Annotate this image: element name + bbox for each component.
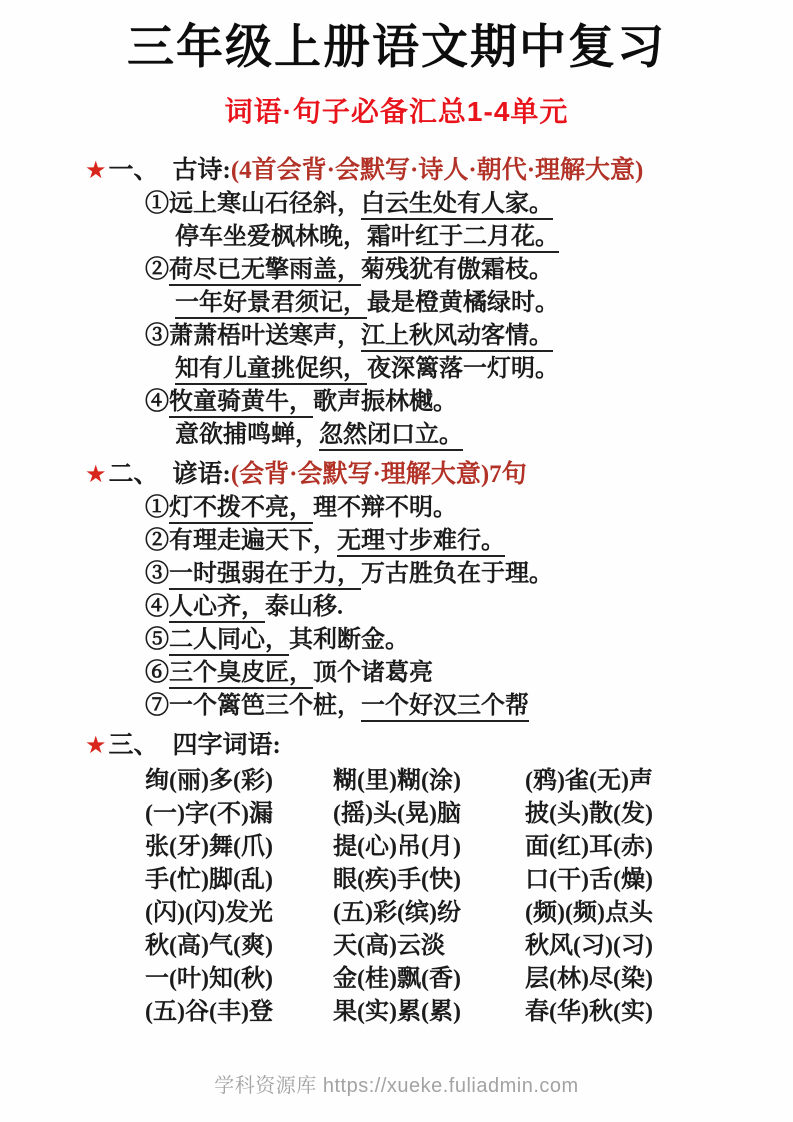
word-item: 秋(高)气(爽) — [145, 933, 273, 960]
plain-text: 泰山移. — [265, 594, 343, 621]
word-item: (五)彩(缤)纷 — [333, 900, 461, 927]
poem-lines — [85, 188, 763, 452]
plain-text: ⑥ — [145, 660, 169, 687]
word-item: 口(干)舌(燥) — [525, 867, 653, 894]
page-subtitle: 词语·句子必备汇总1-4单元 — [224, 96, 569, 128]
section-poems — [85, 154, 763, 452]
word-item: (闪)(闪)发光 — [145, 900, 273, 927]
plain-text: ②有理走遍天下， — [145, 528, 337, 555]
text-line — [85, 492, 763, 525]
underlined-text: 一时强弱在于力， — [169, 561, 361, 590]
underlined-text: 一个好汉三个帮 — [361, 693, 529, 722]
plain-text: 其利断金。 — [289, 627, 409, 654]
star-icon: ★ — [85, 462, 107, 489]
word-item: 天(高)云淡 — [333, 933, 445, 960]
section-proverbs — [85, 458, 763, 723]
underlined-text: 无理寸步难行。 — [337, 528, 505, 557]
section-header-poems — [85, 154, 763, 188]
section-title: 谚语: — [172, 461, 231, 489]
word-item: 面(红)耳(赤) — [525, 834, 653, 861]
word-item: (鸦)雀(无)声 — [525, 768, 653, 795]
word-item: 果(实)累(累) — [333, 999, 461, 1026]
section-header-proverbs — [85, 458, 763, 492]
plain-text: ① — [145, 495, 169, 522]
word-item: 绚(丽)多(彩) — [145, 768, 273, 795]
word-item: 眼(疾)手(快) — [333, 867, 461, 894]
text-line — [85, 386, 763, 419]
section-note: (会背·会默写·理解大意)7句 — [230, 461, 527, 489]
section-title: 古诗: — [172, 157, 231, 185]
word-item: (摇)头(晃)脑 — [333, 801, 461, 828]
proverb-lines — [85, 492, 763, 723]
text-line — [85, 353, 763, 386]
page-title: 三年级上册语文期中复习 — [127, 20, 666, 73]
text-line — [85, 188, 763, 221]
word-item: (一)字(不)漏 — [145, 801, 273, 828]
underlined-text: 牧童骑黄牛， — [169, 389, 313, 418]
text-line — [85, 657, 763, 690]
section-number: 三、 — [108, 732, 159, 760]
plain-text: ④ — [145, 594, 169, 621]
plain-text: ①远上寒山石径斜， — [145, 191, 361, 218]
underlined-text: 知有儿童挑促织， — [175, 356, 367, 385]
section-note: (4首会背·会默写·诗人·朝代·理解大意) — [230, 157, 644, 185]
text-line — [85, 591, 763, 624]
underlined-text: 二人同心， — [169, 627, 289, 656]
plain-text: 菊残犹有傲霜枝。 — [361, 257, 553, 284]
plain-text: ④ — [145, 389, 169, 416]
word-item: 层(林)尽(染) — [525, 966, 653, 993]
word-item: (五)谷(丰)登 — [145, 999, 273, 1026]
underlined-text: 荷尽已无擎雨盖， — [169, 257, 361, 286]
plain-text: ⑦一个篱笆三个桩， — [145, 693, 361, 720]
text-line — [85, 558, 763, 591]
text-line — [85, 287, 763, 320]
section-title: 四字词语: — [172, 732, 281, 760]
footer-watermark: 学科资源库 https://xueke.fuliadmin.com — [214, 1075, 579, 1097]
plain-text: ② — [145, 257, 169, 284]
plain-text: 停车坐爱枫林晚， — [175, 224, 367, 251]
text-line — [85, 254, 763, 287]
plain-text: 意欲捕鸣蝉， — [175, 422, 319, 449]
text-line — [85, 419, 763, 452]
underlined-text: 灯不拨不亮， — [169, 495, 313, 524]
word-item: 手(忙)脚(乱) — [145, 867, 273, 894]
underlined-text: 三个臭皮匠， — [169, 660, 313, 689]
text-line — [85, 320, 763, 353]
text-line — [85, 221, 763, 254]
plain-text: 理不辩不明。 — [313, 495, 457, 522]
underlined-text: 江上秋风动客情。 — [361, 323, 553, 352]
section-number: 一、 — [108, 157, 159, 185]
plain-text: 最是橙黄橘绿时。 — [367, 290, 559, 317]
word-item: 金(桂)飘(香) — [333, 966, 461, 993]
underlined-text: 一年好景君须记， — [175, 290, 367, 319]
document-content — [85, 154, 763, 1029]
text-line — [85, 525, 763, 558]
plain-text: ⑤ — [145, 627, 169, 654]
word-item: 糊(里)糊(涂) — [333, 768, 461, 795]
word-item: 春(华)秋(实) — [525, 999, 653, 1026]
word-grid — [85, 765, 763, 1029]
star-icon: ★ — [85, 733, 107, 760]
section-header-words — [85, 729, 763, 763]
section-number: 二、 — [108, 461, 159, 489]
plain-text: ③ — [145, 561, 169, 588]
underlined-text: 霜叶红于二月花。 — [367, 224, 559, 253]
plain-text: 顶个诸葛亮 — [313, 660, 433, 687]
word-item: 一(叶)知(秋) — [145, 966, 273, 993]
section-four-char-words — [85, 729, 763, 1029]
underlined-text: 人心齐， — [169, 594, 265, 623]
star-icon: ★ — [85, 158, 107, 185]
word-item: (频)(频)点头 — [525, 900, 653, 927]
word-item: 张(牙)舞(爪) — [145, 834, 273, 861]
plain-text: 歌声振林樾。 — [313, 389, 457, 416]
underlined-text: 白云生处有人家。 — [361, 191, 553, 220]
text-line — [85, 624, 763, 657]
plain-text: ③萧萧梧叶送寒声， — [145, 323, 361, 350]
word-item: 披(头)散(发) — [525, 801, 653, 828]
plain-text: 万古胜负在于理。 — [361, 561, 553, 588]
word-item: 提(心)吊(月) — [333, 834, 461, 861]
text-line — [85, 690, 763, 723]
plain-text: 夜深篱落一灯明。 — [367, 356, 559, 383]
underlined-text: 忽然闭口立。 — [319, 422, 463, 451]
word-item: 秋风(习)(习) — [525, 933, 653, 960]
